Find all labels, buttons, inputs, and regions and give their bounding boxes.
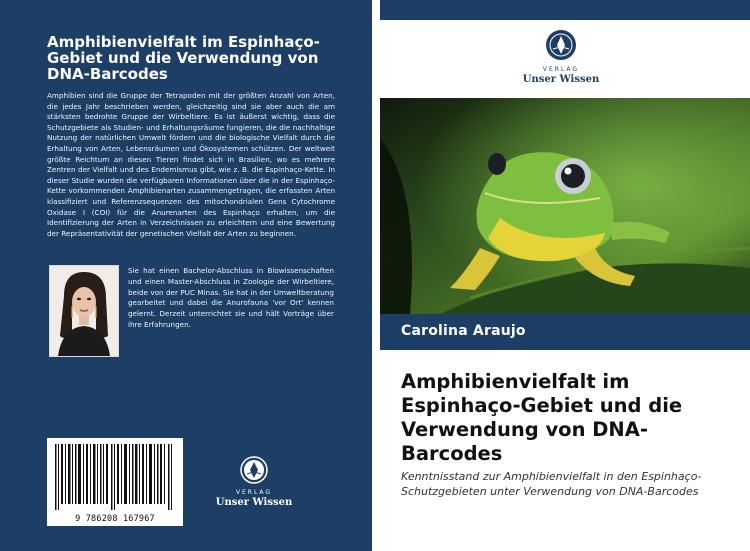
back-cover bbox=[0, 0, 372, 551]
author-photo bbox=[49, 265, 119, 357]
frog-image bbox=[380, 98, 750, 314]
author-band bbox=[380, 314, 750, 350]
back-title: Amphibienvielfalt im Espinhaço-Gebiet und die Verwendung von DNA-Barcodes bbox=[47, 33, 320, 83]
author-bio: Sie hat einen Bachelor-Abschluss in Biowissenschaften und einen Master-Abschluss in Zoologie der Wirbeltiere, beide von der PUC Minas. Sie hat in der Umweltberatung gearbeitet und dabei die Anurofauna 'vor Ort' kennen gelernt. Derzeit unterrichtet sie und hält Vorträge über ihre Erfahrungen. bbox=[128, 266, 334, 329]
tree-frog-photo bbox=[380, 98, 750, 314]
publisher-name: Unser Wissen bbox=[215, 497, 293, 508]
back-blurb: Amphibien sind die Gruppe der Tetrapoden mit der größten Anzahl von Arten, die jedes Jahr beschrieben werden, gleichzeitig sind sie aber auch die am stärksten bedrohte Gruppe der Wirbeltiere. Es ist äußerst wichtig, dass die Schutzgebiete als Studien- und Erhaltungsräume fungieren, die die nachhaltige Nutzung der natürlichen Umwelt fördern und die biologische Vielfalt durch die Erhaltung von Arten, Lebensräumen und Ökosystemen schützen. Der weltweit größte Reichtum an diesen Tieren findet sich in Brasilien, wo es mehrere Zentren der Vielfalt und des Endemismus gibt, wie z. B. die Espinhaço-Kette. In dieser Studie wurden die verfügbaren Informationen über die in der Espinhaço-Kette vorkommenden Amphibienarten zusammengetragen, die erfassten Arten klassifiziert und Referenzsequenzen des mitochondrialen Gens Cytochrome Oxidase I (COI) für die Anurenarten des Espinhaço erhalten, um die Identifizierung der Arten in Verzeichnissen zu erleichtern und eine Bewertung der Repräsentativität der genetischen Vielfalt der Arten zu beginnen. bbox=[47, 91, 335, 238]
front-publisher-logo bbox=[511, 28, 611, 86]
book-emblem-icon bbox=[544, 28, 578, 62]
front-title: Amphibienvielfalt im Espinhaço-Gebiet und die Verwendung von DNA-Barcodes bbox=[401, 370, 683, 465]
spine bbox=[372, 0, 380, 551]
book-emblem-icon bbox=[239, 455, 269, 485]
isbn-barcode bbox=[47, 438, 183, 526]
isbn-digits: 9 786208 167967 bbox=[75, 514, 155, 524]
publisher-verlag-label: VERLAG bbox=[542, 66, 580, 73]
author-name: Carolina Araujo bbox=[401, 323, 526, 339]
front-cover bbox=[380, 0, 750, 551]
back-publisher-logo bbox=[213, 455, 295, 509]
publisher-name: Unser Wissen bbox=[522, 74, 600, 85]
barcode-icon bbox=[47, 438, 183, 512]
author-portrait-image bbox=[50, 266, 118, 356]
front-subtitle: Kenntnisstand zur Amphibienvielfalt in den Espinhaço-Schutzgebieten unter Verwendung von DNA-Barcodes bbox=[401, 470, 702, 498]
front-top-bar bbox=[380, 0, 750, 20]
publisher-verlag-label: VERLAG bbox=[235, 489, 273, 496]
